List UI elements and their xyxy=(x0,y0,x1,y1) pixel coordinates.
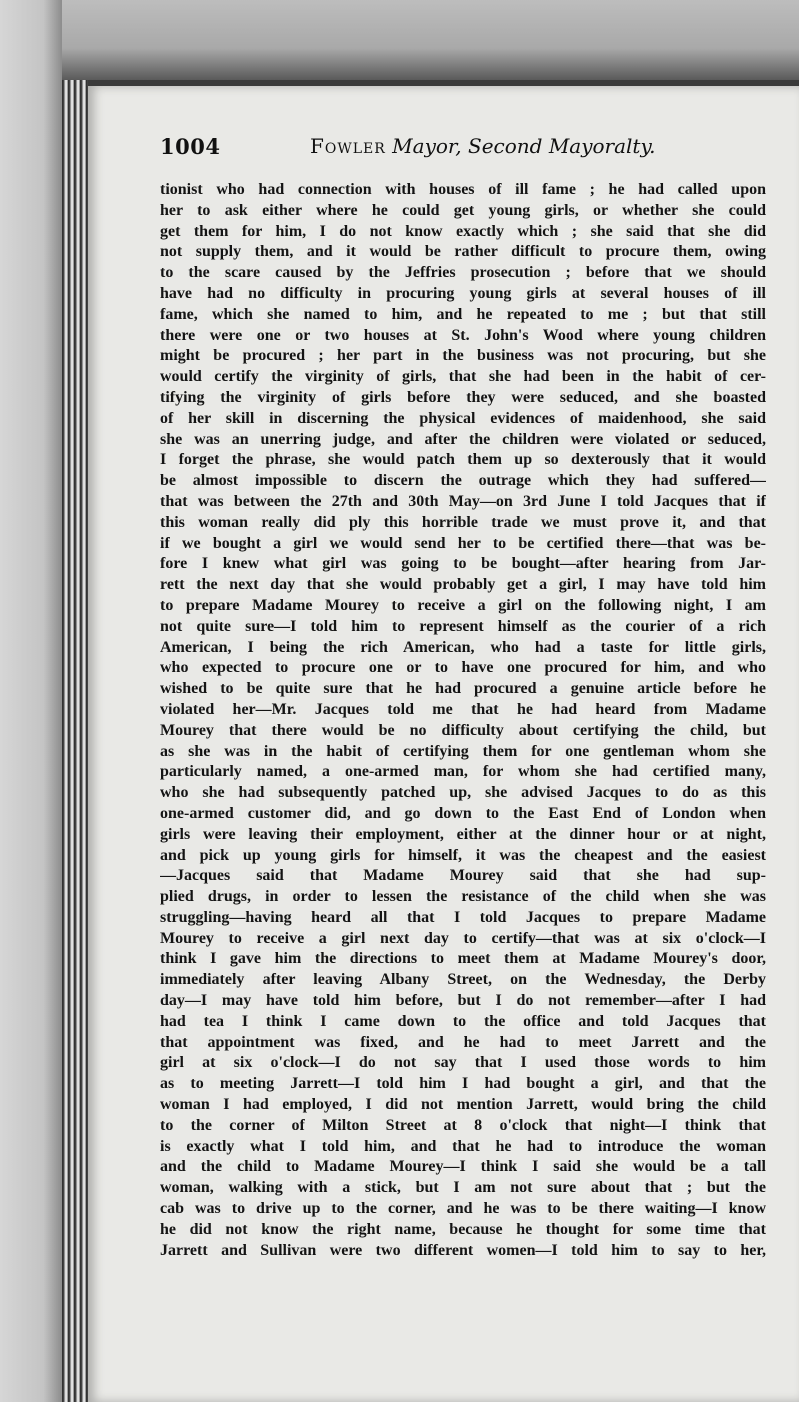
text-line: be almost impossible to discern the outrage which they had suffered— xyxy=(160,472,766,490)
text-line: particularly named, a one-armed man, for whom she had certified many, xyxy=(160,763,766,781)
text-line: as she was in the habit of certifying them for one gentleman whom she xyxy=(160,742,766,760)
text-line: think I gave him the directions to meet them at Madame Mourey's door, xyxy=(160,950,766,968)
text-line: get them for him, I do not know exactly which ; she said that she did xyxy=(160,222,766,240)
text-line: not supply them, and it would be rather difficult to procure them, owing xyxy=(160,243,766,261)
text-line: tionist who had connection with houses of ill fame ; he had called upon xyxy=(160,181,766,198)
text-line: this woman really did ply this horrible trade we must prove it, and that xyxy=(160,513,766,531)
text-line: if we bought a girl we would send her to be certified there—that was be- xyxy=(160,534,766,552)
text-line: to the corner of Milton Street at 8 o'clock that night—I think that xyxy=(160,1116,766,1134)
text-line: Jarrett and Sullivan were two different women—I told him to say to her, xyxy=(160,1241,766,1259)
text-line: struggling—having heard all that I told Jacques to prepare Madame xyxy=(160,908,766,926)
text-line: had tea I think I came down to the office and told Jacques that xyxy=(160,1012,766,1030)
running-head-name: Fowler xyxy=(310,134,386,158)
text-line: plied drugs, in order to lessen the resistance of the child when she was xyxy=(160,888,766,906)
text-line: fore I knew what girl was going to be bought—after hearing from Jar- xyxy=(160,555,766,573)
text-line: day—I may have told him before, but I do not remember—after I had xyxy=(160,992,766,1010)
text-line: and the child to Madame Mourey—I think I said she would be a tall xyxy=(160,1158,766,1176)
text-line: woman, walking with a stick, but I am not sure about that ; but the xyxy=(160,1179,766,1197)
text-line: of her skill in discerning the physical evidences of maidenhood, she said xyxy=(160,409,766,427)
scan-background-left xyxy=(0,0,62,1402)
text-line: American, I being the rich American, who had a taste for little girls, xyxy=(160,638,766,656)
text-line: she was an unerring judge, and after the children were violated or seduced, xyxy=(160,430,766,448)
body-text xyxy=(160,180,766,1261)
text-line: rett the next day that she would probably get a girl, I may have told him xyxy=(160,576,766,594)
text-line: have had no difficulty in procuring young girls at several houses of ill xyxy=(160,284,766,302)
text-line: who expected to procure one or to have one procured for him, and who xyxy=(160,659,766,677)
text-line: not quite sure—I told him to represent himself as the courier of a rich xyxy=(160,617,766,635)
text-line: her to ask either where he could get young girls, or whether she could xyxy=(160,201,766,219)
text-line: he did not know the right name, because he thought for some time that xyxy=(160,1220,766,1238)
scan-background-top xyxy=(0,0,799,80)
text-line: as to meeting Jarrett—I told him I had bought a girl, and that the xyxy=(160,1075,766,1093)
text-line: tifying the virginity of girls before they were seduced, and she boasted xyxy=(160,388,766,406)
text-line: one-armed customer did, and go down to the East End of London when xyxy=(160,804,766,822)
text-line: and pick up young girls for himself, it was the cheapest and the easiest xyxy=(160,846,766,864)
page-header xyxy=(160,130,720,166)
book-page xyxy=(88,86,799,1402)
text-line: immediately after leaving Albany Street, on the Wednesday, the Derby xyxy=(160,971,766,989)
text-line: —Jacques said that Madame Mourey said that she had sup- xyxy=(160,867,766,885)
text-line: cab was to drive up to the corner, and he was to be there waiting—I know xyxy=(160,1200,766,1218)
text-line: that appointment was fixed, and he had to meet Jarrett and the xyxy=(160,1033,766,1051)
page-number: 1004 xyxy=(160,134,221,159)
text-line: who she had subsequently patched up, she advised Jacques to do as this xyxy=(160,784,766,802)
running-head xyxy=(310,134,655,158)
text-line: wished to be quite sure that he had procured a genuine article before he xyxy=(160,680,766,698)
text-line: there were one or two houses at St. John's Wood where young children xyxy=(160,326,766,344)
text-line: would certify the virginity of girls, that she had been in the habit of cer- xyxy=(160,368,766,386)
text-line: might be procured ; her part in the business was not procuring, but she xyxy=(160,347,766,365)
text-line: I forget the phrase, she would patch them up so dexterously that it would xyxy=(160,451,766,469)
text-line: woman I had employed, I did not mention Jarrett, would bring the child xyxy=(160,1096,766,1114)
book-spine-edge xyxy=(62,80,88,1402)
running-head-title: Mayor, Second Mayoralty. xyxy=(392,134,656,158)
text-line: is exactly what I told him, and that he had to introduce the woman xyxy=(160,1137,766,1155)
text-line: Mourey to receive a girl next day to certify—that was at six o'clock—I xyxy=(160,929,766,947)
text-line: girls were leaving their employment, either at the dinner hour or at night, xyxy=(160,825,766,843)
text-line: to the scare caused by the Jeffries prosecution ; before that we should xyxy=(160,264,766,282)
text-line: Mourey that there would be no difficulty about certifying the child, but xyxy=(160,721,766,739)
text-line: violated her—Mr. Jacques told me that he had heard from Madame xyxy=(160,700,766,718)
text-line: girl at six o'clock—I do not say that I used those words to him xyxy=(160,1054,766,1072)
text-line: fame, which she named to him, and he repeated to me ; but that still xyxy=(160,305,766,323)
text-line: that was between the 27th and 30th May—on 3rd June I told Jacques that if xyxy=(160,492,766,510)
text-line: to prepare Madame Mourey to receive a girl on the following night, I am xyxy=(160,596,766,614)
